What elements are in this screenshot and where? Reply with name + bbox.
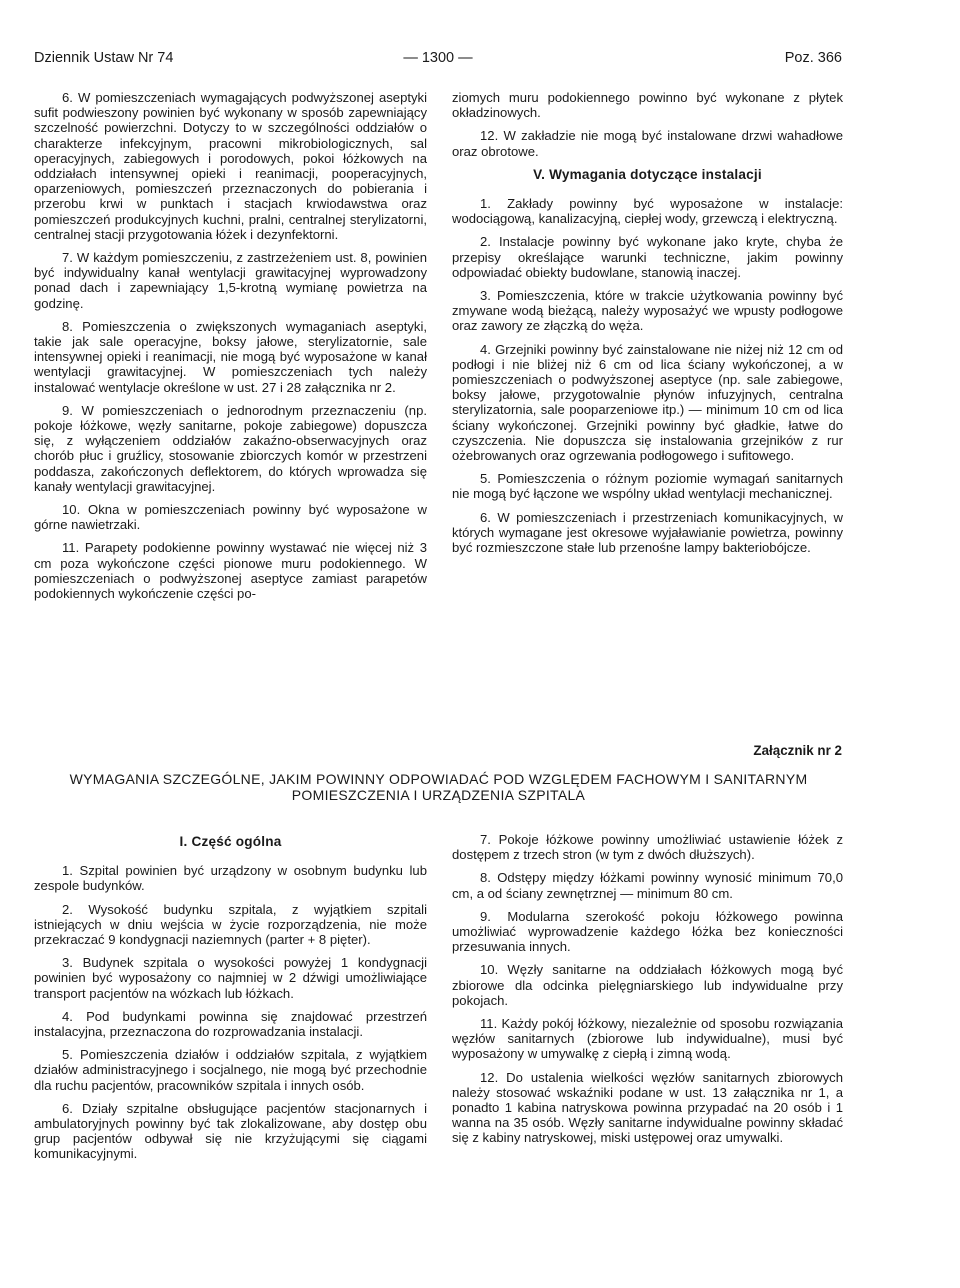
- paragraph-8: 8. Pomieszczenia o zwiększonych wymaganiach aseptyki, takie jak sale operacyjne, boksy jałowe, sterylizatornie, sale intensywnej opieki i reanimacji, nie mogą być wyposażone w kanał wentylacji grawitacyjnej. W pomieszczeniach tych należy instalować wentylacje określone w ust. 27 i 28 załącznika nr 2.: [34, 318, 427, 395]
- annex-title: [34, 771, 843, 803]
- page-number: — 1300 —: [403, 50, 473, 66]
- general-item-8: 8. Odstępy między łóżkami powinny wynosić minimum 70,0 cm, a od ściany zewnętrznej — minimum 80 cm.: [452, 870, 843, 901]
- top-right-column: [452, 90, 843, 563]
- general-item-11: 11. Każdy pokój łóżkowy, niezależnie od sposobu rozwiązania węzłów sanitarnych (zbiorowe lub indywidualne), musi być wyposażony w umywalkę z ciepłą i zimną wodą.: [452, 1016, 843, 1062]
- general-item-3: 3. Budynek szpitala o wysokości powyżej 1 kondygnacji powinien być wyposażony co najmniej w 2 dźwigi umożliwiające transport pacjentów na wózkach lub łóżkach.: [34, 955, 427, 1001]
- general-item-5: 5. Pomieszczenia działów i oddziałów szpitala, z wyjątkiem działów administracyjnego i socjalnego, nie mogą być przechodnie dla ruchu pacjentów, pracowników szpitala i innych osób.: [34, 1047, 427, 1093]
- paragraph-10: 10. Okna w pomieszczeniach powinny być wyposażone w górne nawietrzaki.: [34, 502, 427, 533]
- paragraph-11: 11. Parapety podokienne powinny wystawać nie więcej niż 3 cm poza wykończone części pionowe muru podokiennego. W pomieszczeniach o podwyższonej aseptyce zamiast parapetów podokiennych wykończenie części po-: [34, 540, 427, 602]
- installation-item-5: 5. Pomieszczenia o różnym poziomie wymagań sanitarnych nie mogą być łączone we wspólny układ wentylacji mechanicznej.: [452, 471, 843, 502]
- general-item-10: 10. Węzły sanitarne na oddziałach łóżkowych mogą być zbiorowe dla odcinka pielęgniarskiego lub indywidualne przy pokojach.: [452, 962, 843, 1008]
- installation-item-3: 3. Pomieszczenia, które w trakcie użytkowania powinny być zmywane wodą bieżącą, należy wyposażyć we wpusty podłogowe oraz zawory ze złączką do węża.: [452, 288, 843, 334]
- annex-title-line-2: POMIESZCZENIA I URZĄDZENIA SZPITALA: [291, 787, 586, 803]
- general-item-6: 6. Działy szpitalne obsługujące pacjentów stacjonarnych i ambulatoryjnych powinny być tak zlokalizowane, aby dostęp obu grup pacjentów odbywał się nie krzyżującymi się ciągami komunikacyjnymi.: [34, 1100, 427, 1162]
- position-number: Poz. 366: [784, 50, 842, 66]
- annex-label: Załącznik nr 2: [753, 743, 842, 758]
- paragraph-7: 7. W każdym pomieszczeniu, z zastrzeżeniem ust. 8, powinien być indywidualny kanał wentylacji grawitacyjnej wyprowadzony ponad dach i zapewniający 1,5-krotną wymianę powietrza na godzinę.: [34, 250, 427, 311]
- installation-item-1: 1. Zakłady powinny być wyposażone w instalacje: wodociągową, kanalizacyjną, ciepłej wody, grzewczą i elektryczną.: [452, 196, 843, 227]
- installation-item-2: 2. Instalacje powinny być wykonane jako kryte, chyba że przepisy określające warunki techniczne, jakim powinny odpowiadać obiekty budowlane, stanowią inaczej.: [452, 234, 843, 280]
- general-item-12: 12. Do ustalenia wielkości węzłów sanitarnych zbiorowych należy stosować wskaźniki podane w ust. 13 załącznika nr 1, a ponadto 1 kabina natryskowa powinna przypadać na 20 osób i 1 wanna na 35 osób. Węzły sanitarne indywidualne powinny składać się z kabiny natryskowej, miski ustępowej oraz umywalki.: [452, 1069, 843, 1146]
- annex-title-line-1: WYMAGANIA SZCZEGÓLNE, JAKIM POWINNY ODPOWIADAĆ POD WZGLĘDEM FACHOWYM I SANITARNYM: [69, 771, 808, 787]
- installation-item-4: 4. Grzejniki powinny być zainstalowane nie niżej niż 12 cm od podłogi i nie bliżej niż 6 cm od lica ściany wykończonej, a w pomieszczeniach o podwyższonej aseptyce (np. sale zabiegowe, boksy jałowe, przygotowalnie płynów infuzyjnych, centralna sterylizatornia, sale pooparzeniowe itp.) — minimum 10 cm od lica ściany wykończonej. Grzejniki powinny być gładkie, łatwe do czyszczenia. Nie dopuszcza się instalowania grzejników z rur ożebrowanych oraz ogrzewania podłogowego i sufitowego.: [452, 341, 843, 464]
- paragraph-12: 12. W zakładzie nie mogą być instalowane drzwi wahadłowe oraz obrotowe.: [452, 128, 843, 159]
- section-title-general: I. Część ogólna: [179, 834, 282, 849]
- bottom-right-column: [452, 832, 843, 1154]
- journal-title: Dziennik Ustaw Nr 74: [34, 50, 174, 66]
- paragraph-6: 6. W pomieszczeniach wymagających podwyższonej aseptyki sufit podwieszony powinien być wykonany w sposób zapewniający szczelność powierzchni. Dotyczy to w szczególności oddziałów o charakterze infekcyjnym, pracowni mikrobiologicznych, sal operacyjnych, zabiegowych i porodowych, pokoi łóżkowych na oddziałach intensywnej opieki i reanimacji, pooperacyjnych, oparzeniowych, pomieszczeń przeznaczonych do pobierania i przerobu krwi w punktach i stacjach krwiodawstwa oraz pomieszczeń produkcyjnych kuchni, pralni, centralnej sterylizatorni, centralnej stacji przygotowania łóżek i dezynfektorni.: [34, 90, 427, 242]
- general-item-1: 1. Szpital powinien być urządzony w osobnym budynku lub zespole budynków.: [34, 863, 427, 894]
- bottom-left-column: [34, 832, 427, 1170]
- general-item-9: 9. Modularna szerokość pokoju łóżkowego powinna umożliwiać wyprowadzenie każdego łóżka bez konieczności przesuwania innych.: [452, 908, 843, 955]
- installation-item-6: 6. W pomieszczeniach i przestrzeniach komunikacyjnych, w których wymagane jest okresowe wyjaławianie powietrza, powinny być rozmieszczone stałe lub przenośne lampy bakteriobójcze.: [452, 509, 843, 556]
- general-item-4: 4. Pod budynkami powinna się znajdować przestrzeń instalacyjna, przeznaczona do rozprowadzania instalacji.: [34, 1008, 427, 1040]
- general-item-7: 7. Pokoje łóżkowe powinny umożliwiać ustawienie łóżek z dostępem z trzech stron (w tym z dwóch dłuższych).: [452, 832, 843, 863]
- general-item-2: 2. Wysokość budynku szpitala, z wyjątkiem szpitali istniejących w dniu wejścia w życie rozporządzenia, nie może przekraczać 9 kondygnacji naziemnych (parter + 8 pięter).: [34, 901, 427, 948]
- section-title-installations: V. Wymagania dotyczące instalacji: [533, 166, 762, 182]
- paragraph-9: 9. W pomieszczeniach o jednorodnym przeznaczeniu (np. pokoje łóżkowe, węzły sanitarne, pokoje zabiegowe) dopuszcza się, z wyłączeniem oddziałów zakaźno-obserwacyjnych oraz chorób płuc i gruźlicy, stosowanie zbiorczych komór w przestrzeni poddasza, zakończonych deflektorem, do których wprowadza się kanały wentylacji grawitacyjnej.: [34, 402, 427, 494]
- top-left-column: [34, 90, 427, 609]
- page-header: [34, 50, 842, 72]
- paragraph-11-continuation: ziomych muru podokiennego powinno być wykonane z płytek okładzinowych.: [452, 90, 843, 121]
